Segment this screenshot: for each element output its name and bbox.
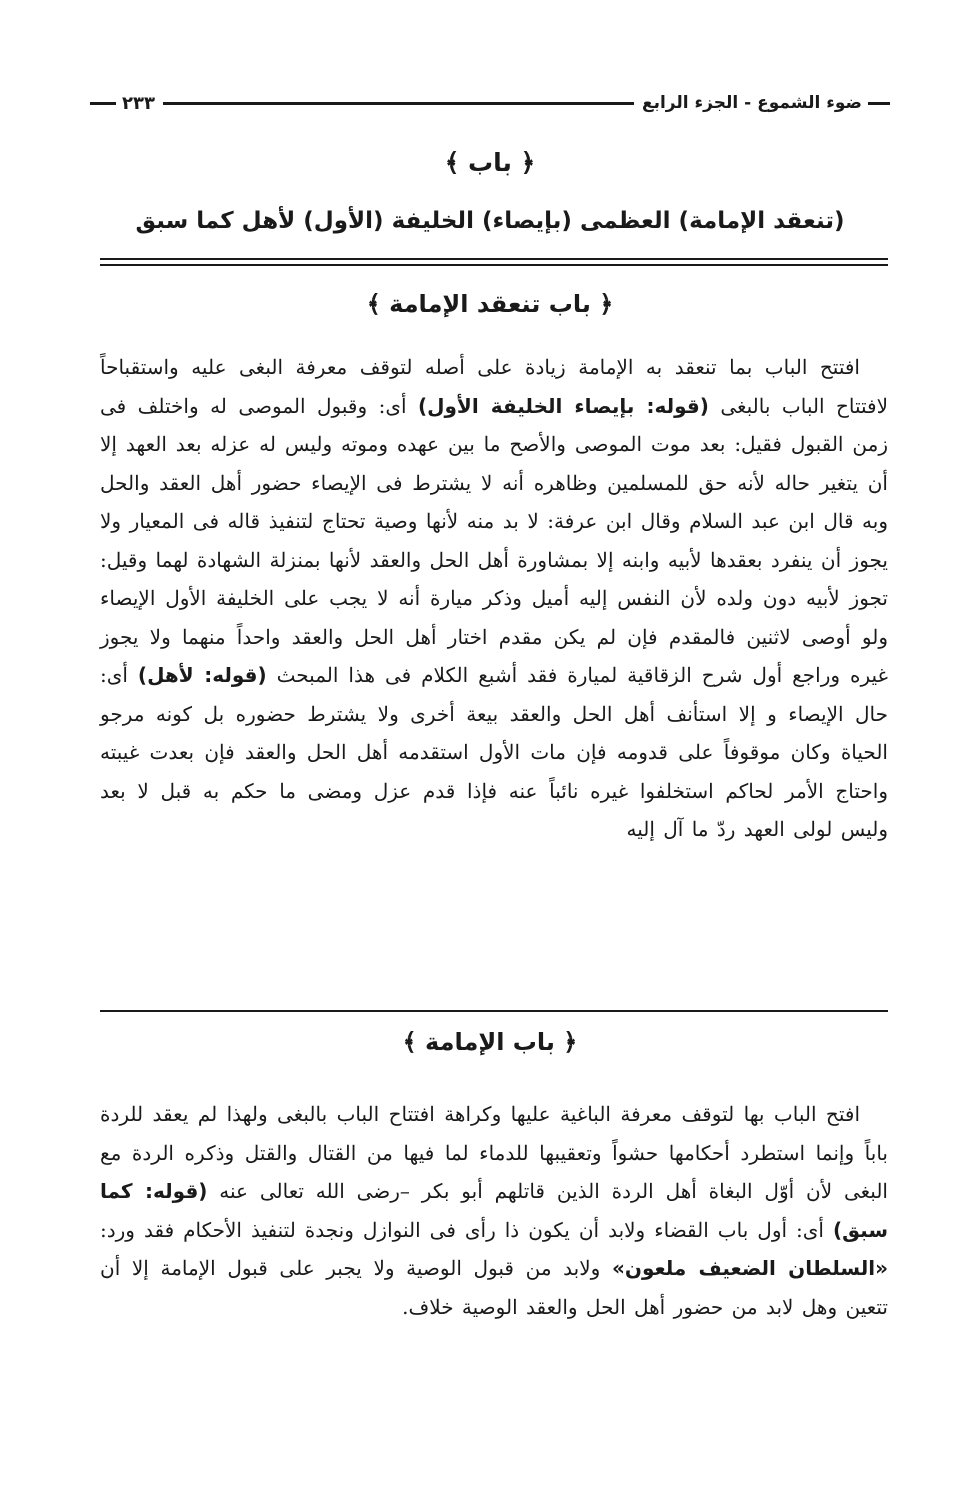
header-rule <box>163 102 634 105</box>
chapter-title: ﴿ باب ﴾ <box>444 148 536 177</box>
header-dash <box>868 102 890 105</box>
section-divider <box>100 1010 888 1012</box>
hadith-quote: «السلطان الضعيف ملعون» <box>611 1256 889 1280</box>
divider-double-top <box>100 258 888 260</box>
section-title: ﴿ باب الإمامة ﴾ <box>402 1028 578 1056</box>
quoted-lemma: (قوله: كما سبق) <box>100 1179 888 1242</box>
divider-double-bottom <box>100 264 888 266</box>
commentary-paragraph <box>100 348 888 849</box>
commentary-paragraph <box>100 1095 888 1326</box>
section-title: ﴿ باب تنعقد الإمامة ﴾ <box>366 290 614 318</box>
running-title: ضوء الشموع - الجزء الرابع <box>641 93 862 113</box>
text-segment: افتتح الباب بما تنعقد به الإمامة زيادة على أصله لتوقف معرفة البغى عليه واستقباحاً لافتتاح الباب بالبغى <box>100 355 888 418</box>
page-number: ٢٣٣ <box>122 92 155 114</box>
text-segment: ولابد من قبول الوصية ولا يجبر على قبول الإمامة إلا أن تتعين وهل لابد من حضور أهل الحل والعقد الوصية خلاف. <box>100 1256 888 1319</box>
quoted-lemma: (قوله: لأهل) <box>137 663 267 687</box>
text-segment: افتح الباب بها لتوقف معرفة الباغية عليها وكراهة افتتاح الباب بالبغى ولهذا لم يعقد للردة باباً وإنما استطرد أحكامها حشواً وتعقيبها للدماء لما فيها من القتال والقتل وذكره الردة مع البغى لأن أوّل البغاة أهل الردة الذين قاتلهم أبو بكر –رضى الله تعالى عنه <box>100 1102 888 1203</box>
quoted-lemma: (قوله: بإيصاء الخليفة الأول) <box>418 393 709 418</box>
header-dash <box>90 102 116 105</box>
text-segment: أى: وقبول الموصى له واختلف فى زمن القبول فقيل: بعد موت الموصى والأصح ما بين عهده وموته وليس له عزله بعد العهد إلا أن يتغير حاله لأنه حق للمسلمين وظاهره أنه لا يشترط فى الإيصاء حضور أهل العقد والحل وبه قال ابن عبد السلام وقال ابن عرفة: لا بد منه لأنها وصية تحتاج لتنفيذ قاله فى المعيار ولا يجوز أن ينفرد بعقدها لأبيه وابنه إلا بمشاورة أهل الحل والعقد لأنها بمنزلة الشهادة لهما وقيل: تجوز لأبيه دون ولده لأن النفس إليه أميل وذكر ميارة أنه لا يجب على الخليفة الأول الإيصاء ولو أوصى لاثنين فالمقدم فإن لم يكن مقدم اختار أهل الحل والعقد واحداً منهما ولا يجوز غيره وراجع أول شرح الزقاقية لميارة فقد أشبع الكلام فى هذا المبحث <box>100 393 888 687</box>
running-header <box>90 88 890 118</box>
text-segment: أى: حال الإيصاء و إلا استأنف أهل الحل والعقد بيعة أخرى ولا يشترط حضوره بل كونه مرجو الحياة وكان موقوفاً على قدومه فإن مات الأول استقدمه أهل الحل والعقد فإن بعدت غيبته واحتاج الأمر لحاكم استخلفوا غيره نائباً عنه فإذا قدم عزل ومضى ما حكم به قبل لا بعد وليس لولى العهد ردّ ما آل إليه <box>100 663 888 841</box>
chapter-matn: (تنعقد الإمامة) العظمى (بإيصاء) الخليفة (الأول) لأهل كما سبق <box>135 208 845 234</box>
text-segment: أى: أول باب القضاء ولابد أن يكون ذا رأى فى النوازل ونجدة لتنفيذ الأحكام فقد ورد: <box>100 1217 833 1242</box>
